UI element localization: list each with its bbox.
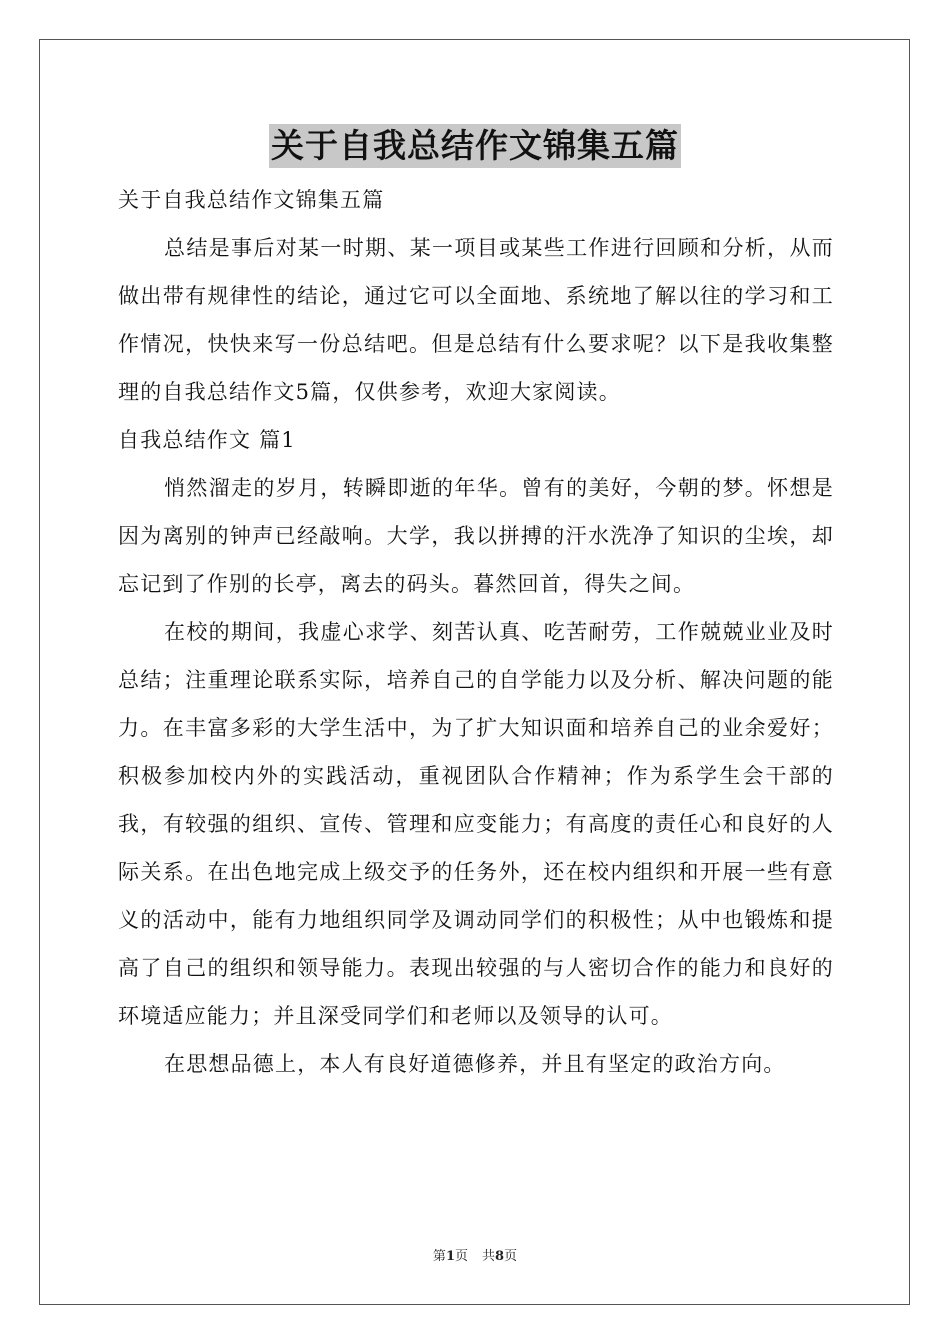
section-heading: 自我总结作文 篇1: [118, 428, 296, 452]
body-paragraph: 在思想品德上，本人有良好道德修养，并且有坚定的政治方向。: [164, 1052, 786, 1076]
page-current-number: 1: [445, 1249, 455, 1264]
document-title: 关于自我总结作文锦集五篇: [269, 124, 681, 168]
document-subtitle: 关于自我总结作文锦集五篇: [118, 188, 385, 212]
body-paragraph: 悄然溜走的岁月，转瞬即逝的年华。曾有的美好，今朝的梦。怀想是因为离别的钟声已经敲响。大学，我以拼搏的汗水洗净了知识的尘埃，却忘记到了作别的长亭，离去的码头。暮然回首，得失之间。: [118, 476, 834, 596]
document-body: [118, 176, 834, 1088]
page-footer: [0, 1245, 950, 1264]
body-paragraph: 在校的期间，我虚心求学、刻苦认真、吃苦耐劳，工作兢兢业业及时总结；注重理论联系实际，培养自己的自学能力以及分析、解决问题的能力。在丰富多彩的大学生活中，为了扩大知识面和培养自己的业余爱好；积极参加校内外的实践活动，重视团队合作精神；作为系学生会干部的我，有较强的组织、宣传、管理和应变能力；有高度的责任心和良好的人际关系。在出色地完成上级交予的任务外，还在校内组织和开展一些有意义的活动中，能有力地组织同学及调动同学们的积极性；从中也锻炼和提高了自己的组织和领导能力。表现出较强的与人密切合作的能力和良好的环境适应能力；并且深受同学们和老师以及领导的认可。: [118, 620, 834, 1028]
total-prefix: 共: [482, 1249, 496, 1264]
page-prefix: 第: [432, 1249, 446, 1264]
title-container: [0, 124, 950, 168]
page-total-number: 8: [495, 1249, 505, 1264]
total-suffix: 页: [504, 1249, 518, 1264]
page-suffix: 页: [454, 1249, 468, 1264]
intro-paragraph: 总结是事后对某一时期、某一项目或某些工作进行回顾和分析，从而做出带有规律性的结论，通过它可以全面地、系统地了解以往的学习和工作情况，快快来写一份总结吧。但是总结有什么要求呢？以下是我收集整理的自我总结作文5篇，仅供参考，欢迎大家阅读。: [118, 236, 834, 404]
